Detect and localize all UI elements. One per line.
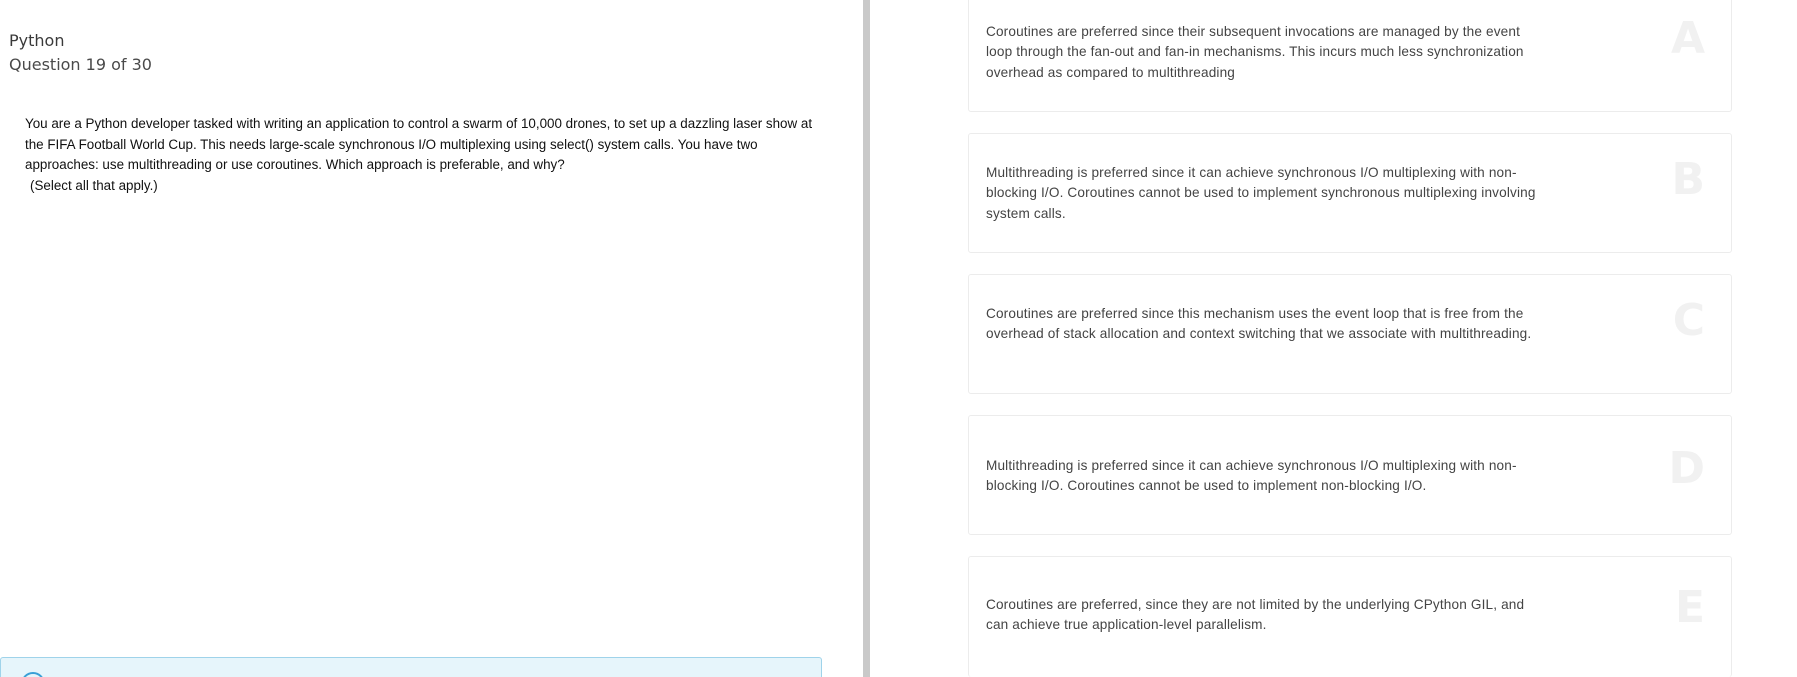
answer-option-e[interactable] [968,556,1732,677]
question-body [25,114,820,196]
answer-option-text: Coroutines are preferred since this mechanism uses the event loop that is free from the overhead of stack allocation and context switching that we associate with multithreading. [986,306,1532,342]
answer-option-text: Coroutines are preferred, since they are not limited by the underlying CPython GIL, and can achieve true application-level parallelism. [986,597,1525,633]
info-banner [0,657,822,677]
question-pane [0,0,862,677]
answer-option-c[interactable] [968,274,1732,394]
question-counter: Question 19 of 30 [9,55,152,74]
answer-option-d[interactable] [968,415,1732,535]
answer-option-a[interactable] [968,0,1732,112]
answer-option-text: Multithreading is preferred since it can achieve synchronous I/O multiplexing with non-blocking I/O. Coroutines cannot be used to implement non-blocking I/O. [986,458,1517,494]
course-title: Python [9,31,65,50]
answer-option-letter: E [1674,582,1705,633]
answer-option-letter: D [1668,443,1705,494]
answer-option-text: Coroutines are preferred since their subsequent invocations are managed by the event loop through the fan-out and fan-in mechanisms. This incurs much less synchronization overhead as compared to multithreading [986,24,1524,80]
info-icon [21,672,45,677]
answer-option-letter: C [1672,295,1705,346]
pane-divider[interactable] [863,0,870,677]
answer-option-letter: B [1671,154,1705,205]
answer-option-b[interactable] [968,133,1732,253]
answer-option-letter: A [1670,13,1705,64]
question-text: You are a Python developer tasked with writing an application to control a swarm of 10,000 drones, to set up a dazzling laser show at the FIFA Football World Cup. This needs large-scale synchronous I/O multiplexing using select() system calls. You have two approaches: use multithreading or use coroutines. Which approach is preferable, and why? [25,116,813,173]
answer-option-text: Multithreading is preferred since it can achieve synchronous I/O multiplexing with non-blocking I/O. Coroutines cannot be used to implement synchronous multiplexing involving system calls. [986,165,1536,221]
question-hint: (Select all that apply.) [30,177,158,193]
